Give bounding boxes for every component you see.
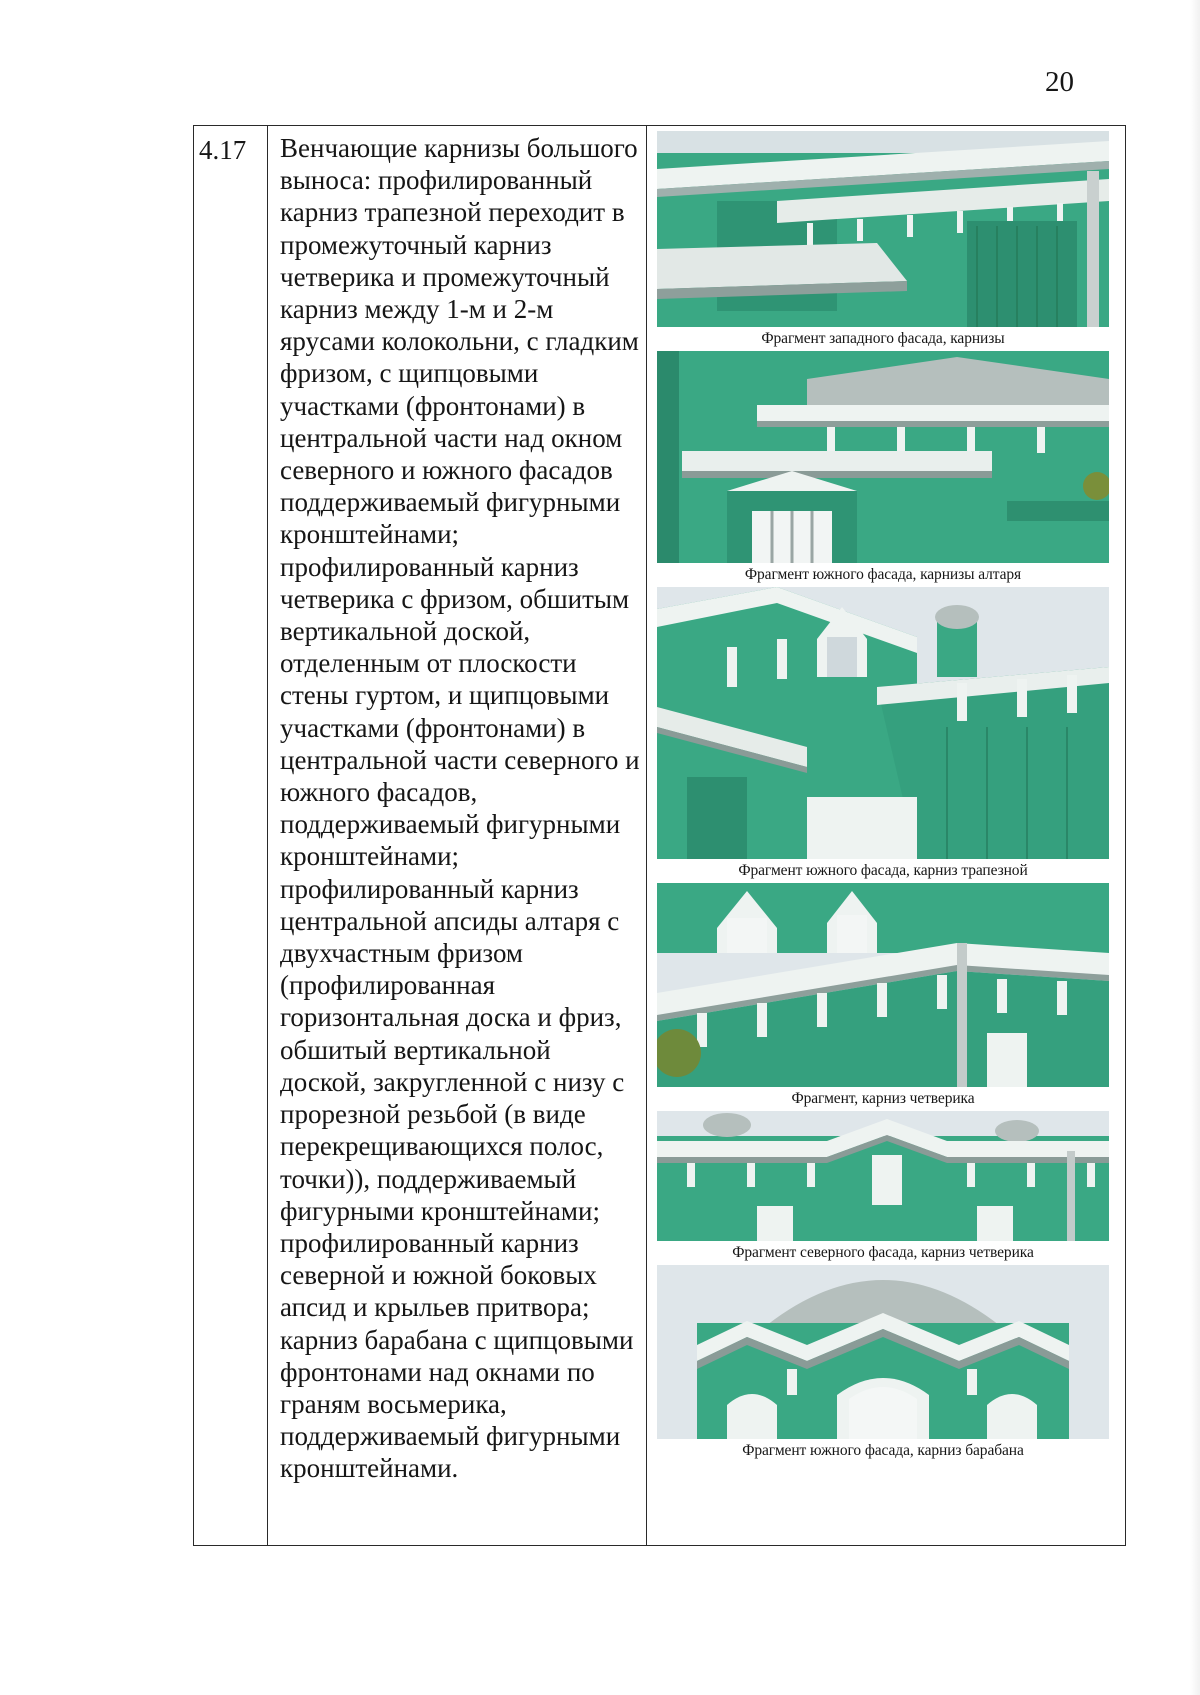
photo-south-facade-refectory-cornice	[657, 587, 1109, 859]
photo-west-facade-cornices	[657, 131, 1109, 327]
specification-table	[193, 125, 1126, 1546]
item-photos-cell	[647, 126, 1126, 1546]
photo-stack	[647, 126, 1125, 1463]
photo-caption: Фрагмент, карниз четверика	[791, 1090, 975, 1107]
page-number: 20	[1045, 66, 1074, 98]
photo-block	[657, 1111, 1109, 1265]
item-description-cell	[268, 126, 647, 1546]
photo-block	[657, 351, 1109, 587]
photo-caption: Фрагмент южного фасада, карнизы алтаря	[744, 566, 1022, 583]
photo-block	[657, 883, 1109, 1111]
photo-caption: Фрагмент южного фасада, карниз барабана	[742, 1442, 1024, 1459]
photo-south-facade-altar-cornices	[657, 351, 1109, 563]
photo-quadrangle-cornice	[657, 883, 1109, 1087]
photo-caption: Фрагмент северного фасада, карниз четверика	[732, 1244, 1034, 1261]
item-number-cell	[194, 126, 268, 1546]
item-description: Венчающие карнизы большого выноса: профилированный карниз трапезной переходит в промежуточный карниз четверика и промежуточный карниз между 1-м и 2-м ярусами колокольни, с гладким фризом, с щипцовыми участками (фронтонами) в центральной части над окном северного и южного фасадов поддерживаемый фигурными кронштейнами; профилированный карниз четверика с фризом, обшитым вертикальной доской, отделенным от плоскости стены гуртом, и щипцовыми участками (фронтонами) в центральной части северного и южного фасадов, поддерживаемый фигурными кронштейнами; профилированный карниз центральной апсиды алтаря с двухчастным фризом (профилированная горизонтальная доска и фриз, обшитый вертикальной доской, закругленной с низу с прорезной резьбой (в виде перекрещивающихся полос, точки)), поддерживаемый фигурными кронштейнами; профилированный карниз северной и южной боковых апсид и крыльев притвора; карниз барабана с щипцовыми фронтонами над окнами по граням восьмерика, поддерживаемый фигурными кронштейнами.	[280, 133, 640, 1484]
item-number: 4.17	[199, 135, 247, 165]
photo-block	[657, 587, 1109, 883]
photo-block	[657, 131, 1109, 351]
photo-block	[657, 1265, 1109, 1463]
page-edge	[1190, 0, 1200, 1695]
photo-south-facade-drum-cornice	[657, 1265, 1109, 1439]
table-row	[194, 126, 1126, 1546]
photo-caption: Фрагмент южного фасада, карниз трапезной	[738, 862, 1028, 879]
photo-north-facade-quadrangle-cornice	[657, 1111, 1109, 1241]
photo-caption: Фрагмент западного фасада, карнизы	[761, 330, 1005, 347]
